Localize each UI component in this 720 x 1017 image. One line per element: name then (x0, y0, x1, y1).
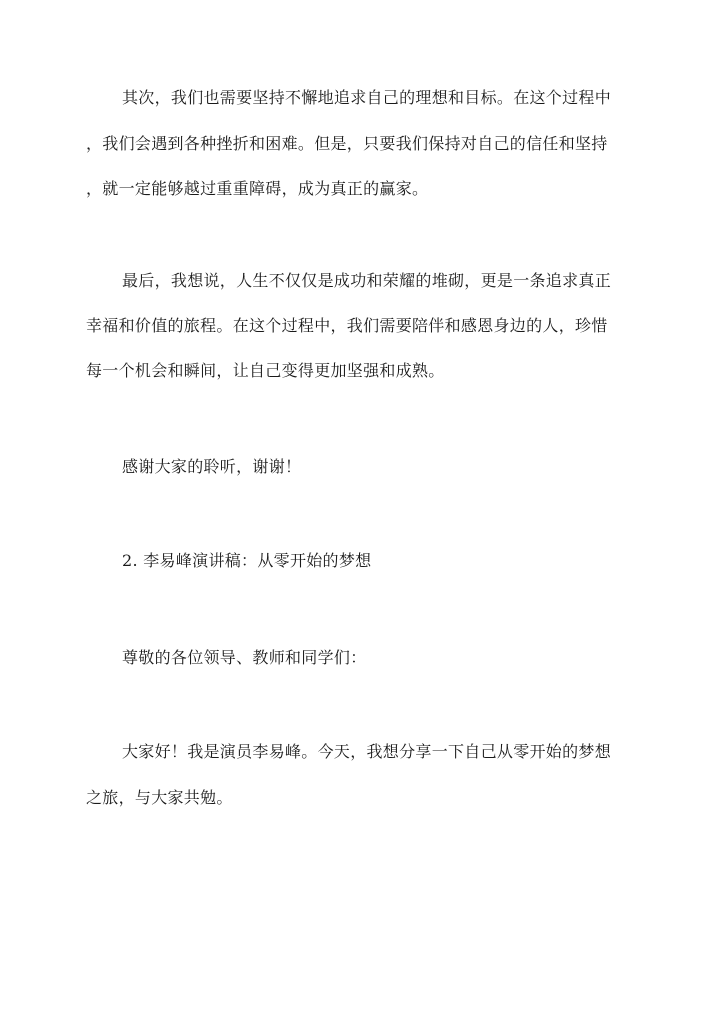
paragraph-line: 幸福和价值的旅程。在这个过程中，我们需要陪伴和感恩身边的人，珍惜 (86, 316, 608, 335)
paragraph-line: 之旅，与大家共勉。 (86, 788, 233, 807)
section-heading: 2. 李易峰演讲稿：从零开始的梦想 (122, 551, 372, 570)
paragraph-line: 最后，我想说，人生不仅仅是成功和荣耀的堆砌，更是一条追求真正 (122, 271, 612, 290)
paragraph-line: 大家好！我是演员李易峰。今天，我想分享一下自己从零开始的梦想 (122, 742, 612, 761)
paragraph-line: ，就一定能够越过重重障碍，成为真正的赢家。 (86, 179, 429, 198)
paragraph-line: ，我们会遇到各种挫折和困难。但是，只要我们保持对自己的信任和坚持 (86, 134, 608, 153)
paragraph-line: 每一个机会和瞬间，让自己变得更加坚强和成熟。 (86, 361, 445, 380)
salutation: 尊敬的各位领导、教师和同学们： (122, 648, 367, 667)
paragraph-line: 其次，我们也需要坚持不懈地追求自己的理想和目标。在这个过程中 (122, 88, 612, 107)
closing-thanks: 感谢大家的聆听，谢谢！ (122, 457, 302, 476)
